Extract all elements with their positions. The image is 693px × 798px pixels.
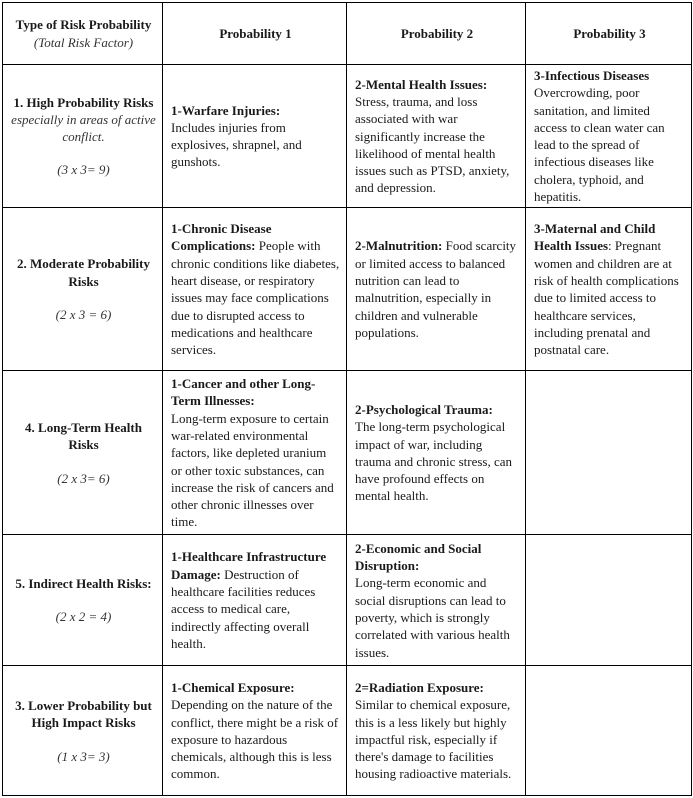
risk-description: Food scarcity or limited access to balanced nutrition can lead to malnutrition, especially in children and vulnerable populations.: [355, 238, 517, 340]
risk-description: The long-term psychological impact of war, including trauma and chronic stress, can have profound effects on mental health.: [355, 419, 513, 504]
table-row: [3, 371, 692, 535]
probability-1-cell: [163, 535, 347, 666]
risk-description: Destruction of healthcare facilities reduces access to medical care, indirectly affecting overall health.: [171, 566, 316, 651]
risk-type-cell: [3, 208, 163, 371]
risk-type-title: 1. High Probability Risks: [13, 94, 154, 110]
probability-3-cell: [526, 65, 692, 208]
risk-type-title: 5. Indirect Health Risks:: [15, 576, 152, 592]
risk-description: Includes injuries from explosives, shrapnel, and gunshots.: [171, 119, 302, 170]
risk-type-cell: [3, 371, 163, 535]
risk-type-cell: [3, 535, 163, 666]
risk-title: 2=Radiation Exposure:: [355, 679, 484, 695]
header-probability-3: [526, 3, 692, 65]
probability-2-cell: [347, 371, 526, 535]
table-row: [3, 65, 692, 208]
risk-factor: (2 x 3= 6): [57, 470, 110, 486]
risk-title: 2-Psychological Trauma:: [355, 401, 493, 417]
probability-1-cell: [163, 65, 347, 208]
risk-title: 1-Cancer and other Long-Term Illnesses:: [171, 376, 316, 409]
risk-type-title: 4. Long-Term Health Risks: [25, 419, 142, 453]
risk-description: Stress, trauma, and loss associated with war significantly increase the likelihood of mental health issues such as PTSD, anxiety, and depression.: [355, 93, 510, 196]
table-row: [3, 535, 692, 666]
risk-type-cell: [3, 65, 163, 208]
risk-description: Similar to chemical exposure, this is a less likely but highly impactful risk, especially if there's damage to facilities housing radioactive materials.: [355, 697, 512, 782]
probability-2-cell: [347, 535, 526, 666]
risk-title: 2-Malnutrition:: [355, 238, 443, 254]
risk-description: Long-term economic and social disruptions can lead to poverty, which is strongly correlated with various health issues.: [355, 575, 510, 660]
risk-title: 3-Maternal and Child Health Issues: [534, 221, 656, 254]
risk-title: 1-Healthcare Infrastructure Damage:: [171, 549, 327, 582]
table-header-row: [3, 3, 692, 65]
risk-type-cell: [3, 666, 163, 796]
probability-2-cell: [347, 666, 526, 796]
risk-description: Depending on the nature of the conflict, there might be a risk of exposure to hazardous chemicals, although this is less common.: [171, 697, 339, 782]
probability-3-cell-empty: [526, 666, 692, 796]
risk-title: 1-Chronic Disease Complications:: [171, 221, 272, 254]
probability-2-cell: [347, 208, 526, 371]
header-probability-3-label: Probability 3: [573, 25, 646, 41]
risk-title: 1-Chemical Exposure:: [171, 679, 295, 695]
header-probability-1-label: Probability 1: [219, 25, 292, 41]
risk-factor: (1 x 3= 3): [57, 748, 110, 764]
probability-1-cell: [163, 208, 347, 371]
table-row: [3, 208, 692, 371]
risk-description: Long-term exposure to certain war-related environmental factors, like depleted uranium or other toxic substances, can increase the risk of cancers and other chronic illnesses over time.: [171, 410, 334, 530]
risk-factor: (2 x 2 = 4): [55, 609, 112, 625]
risk-factor: (3 x 3= 9): [57, 162, 110, 178]
risk-title: 3-Infectious Diseases: [534, 68, 650, 83]
table-row: [3, 666, 692, 796]
risk-title: 2-Mental Health Issues:: [355, 76, 488, 92]
header-probability-2-label: Probability 2: [400, 25, 474, 41]
header-type-title: Type of Risk Probability: [15, 17, 152, 33]
risk-type-note: especially in areas of active conflict.: [11, 111, 156, 145]
probability-1-cell: [163, 371, 347, 535]
probability-3-cell: [526, 208, 692, 371]
header-type-cell: [3, 3, 163, 65]
risk-description: Overcrowding, poor sanitation, and limited access to clean water can lead to the spread of infectious diseases like cholera, typhoid, and hepatitis.: [534, 85, 665, 205]
header-probability-2: [347, 3, 526, 65]
risk-factor: (2 x 3 = 6): [55, 307, 112, 323]
header-probability-1: [163, 3, 347, 65]
risk-description: People with chronic conditions like diabetes, heart disease, or respiratory issues may face complications due to disrupted access to medications and healthcare services.: [171, 238, 340, 358]
header-type-subtitle: (Total Risk Factor): [33, 34, 134, 50]
probability-3-cell-empty: [526, 371, 692, 535]
probability-1-cell: [163, 666, 347, 796]
risk-title: 2-Economic and Social Disruption:: [355, 540, 482, 574]
probability-2-cell: [347, 65, 526, 208]
risk-description: : Pregnant women and children are at risk of health complications due to limited access to healthcare services, including prenatal and postnatal care.: [534, 238, 679, 358]
risk-probability-table: [2, 2, 692, 796]
risk-title: 1-Warfare Injuries:: [171, 102, 281, 118]
risk-type-title: 3. Lower Probability but High Impact Risks: [15, 697, 152, 731]
probability-3-cell-empty: [526, 535, 692, 666]
risk-type-title: 2. Moderate Probability Risks: [17, 256, 150, 289]
